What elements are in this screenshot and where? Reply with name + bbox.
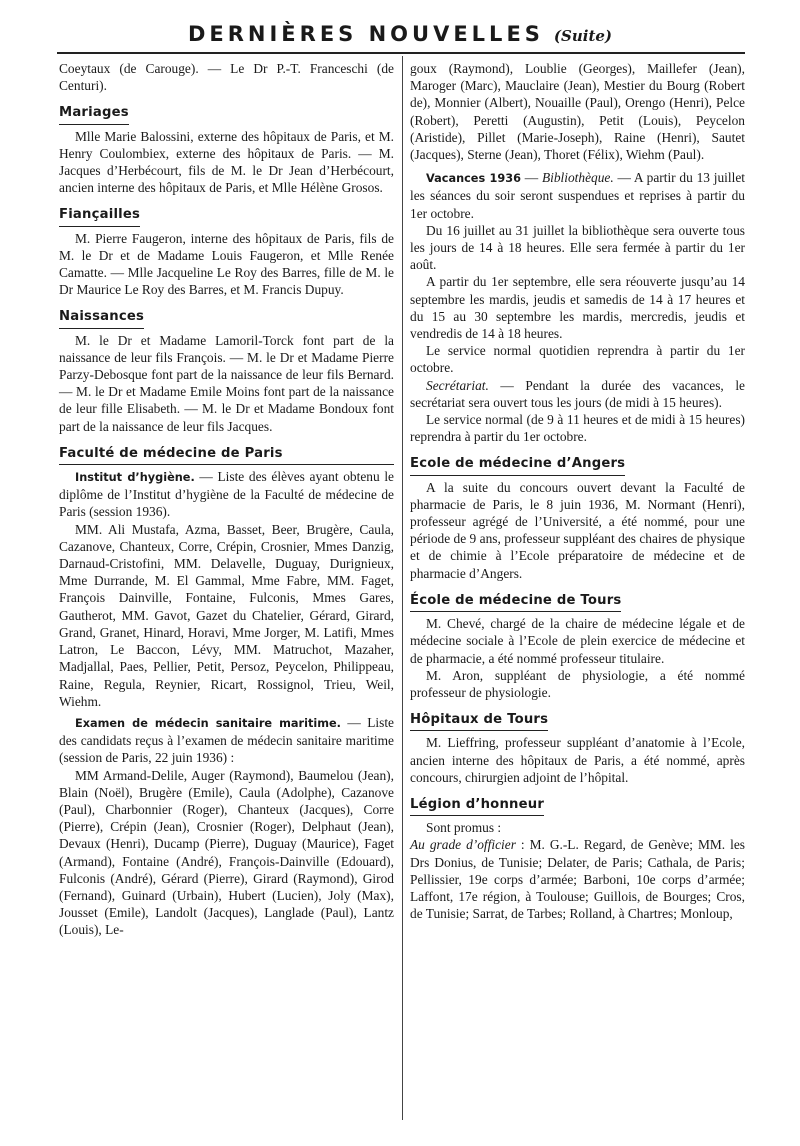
vacances-p3: A partir du 1er septembre, elle sera réouverte jusqu’au 14 septembre les mardis, jeudis et samedis de 14 à 17 heures et du 15 au 30 septembre les mardis, mercredis, jeudis et vendredis de 14 à 18 heures. (410, 274, 745, 342)
bibliotheque-label: Bibliothèque. (541, 170, 614, 186)
officier-label: Au grade d’officier (410, 837, 516, 853)
page-title: DERNIÈRES NOUVELLES (187, 22, 544, 46)
angers-text: A la suite du concours ouvert devant la Faculté de pharmacie de Paris, le 8 juin 1936, M. Normant (Henri), professeur agrégé de l’Université, a été nommé, pour une période de 9 ans, professeur suppléant des chaires de physique et de chimie à l’Ecole préparatoire de médecine et de pharmacie d’Angers. (410, 479, 745, 581)
naissances-text: M. le Dr et Madame Lamoril-Torck font part de la naissance de leur fils François. — M. le Dr et Madame Pierre Parzy-Debosque font part de la naissance de leur fils Bernard. — M. le Dr et Madame Emile Moins font part de la naissance de leur fille Elisabeth. — M. le Dr et Madame Bondoux font part de la naissance de leur fils Jacques. (59, 332, 394, 434)
faculte-hygiene (59, 468, 394, 521)
legion-p1: Sont promus : (426, 820, 502, 836)
mariages-heading: Mariages (59, 104, 129, 124)
faculte-heading: Faculté de médecine de Paris (59, 445, 394, 465)
left-column (59, 60, 394, 939)
vacances-p1: — A partir du 13 juillet les séances du soir seront suspendues et reprises à partir du 1er octobre. (410, 170, 745, 221)
intro-text: Coeytaux (de Carouge). — Le Dr P.-T. Franceschi (de Centuri). (59, 61, 394, 94)
secretariat-p2: Le service normal (de 9 à 11 heures et de midi à 15 heures) reprendra à partir du 1er octobre. (410, 412, 745, 445)
hygiene-text: — Liste des élèves ayant obtenu le diplôme de l’Institut d’hygiène de la Faculté de médecine de Paris (session 1936). (59, 469, 395, 520)
secretariat-p: — Pendant la durée des vacances, le secrétariat sera ouvert tous les jours (de midi à 15 heures). (410, 377, 745, 410)
hygiene-list: MM. Ali Mustafa, Azma, Basset, Beer, Brugère, Caula, Cazanove, Chanteux, Corre, Crépin, Crosnier, Mmes Danzig, Darnaud-Cristofini, MM. Delavelle, Duguay, Durignieux, Mme Durrande, M. El Gammal, Mme Fabre, MM. Faget, François Dainville, Fontaine, Fulconis, Mmes Gares, Gautherot, MM. Gavot, Gazet du Chatelier, Gérard, Girard, Grand, Granet, Hinard, Horavi, Mme Jorger, M. Latifi, Mmes Latron, Le Baccon, Lévy, MM. Matruchot, Mazaher, Madjallal, Paes, Pellier, Petit, Persoz, Peycelon, Philippeau, Raine, Regula, Reynier, Ricart, Rossignol, Trieu, Weil, Wiehm. (59, 521, 394, 709)
tours-p1: M. Chevé, chargé de la chaire de médecine légale et de médecine sociale à l’Ecole de plein exercice de médecine et de pharmacie, a été nommé professeur titulaire. (410, 616, 745, 666)
vacances-p4: Le service normal quotidien reprendra à partir du 1er octobre. (410, 343, 745, 376)
page-subtitle: (Suite) (553, 27, 613, 45)
maritime-list: MM Armand-Delile, Auger (Raymond), Baumelou (Jean), Blain (Noël), Brugère (Emile), Caula (Adolphe), Cazanove (Paul), Charbonnier (Roger), Chanteux (Jacques), Corre (Pierre), Crépin (Jean), Crosnier (Roger), Delphaut (Jean), Devaux (Henri), Ducamp (Pierre), Duguay (Maurice), Faget (Armand), Fontaine (André), François-Dainville (Edouard), Fulconis (André), Gérard (Pierre), Girard (Raymond), Girod (Fernand), Guinard (Urbain), Hubert (Lucien), Joly (Max), Jousset (Emile), Landolt (Jacques), Langlade (Paul), Lantz (Louis), Le- (59, 767, 394, 938)
vacances-p2: Du 16 juillet au 31 juillet la bibliothèque sera ouverte tous les jours de 14 à 18 heures. Elle sera fermée à partir du 1er août. (410, 222, 745, 273)
vacances-intro (410, 169, 745, 222)
fiancailles-text: M. Pierre Faugeron, interne des hôpitaux de Paris, fils de M. le Dr et de Madame Louis Faugeron, et Mlle Renée Camatte. — Mlle Jacqueline Le Roy des Barres, fille de M. le Dr Maurice Le Roy des Barres, et M. Francis Dupuy. (59, 230, 394, 298)
column-divider (402, 56, 403, 1120)
tours-p2: M. Aron, suppléant de physiologie, a été nommé professeur de physiologie. (410, 667, 745, 700)
legion-heading: Légion d’honneur (410, 796, 544, 816)
maritime-list-continued: goux (Raymond), Loublie (Georges), Maillefer (Jean), Maroger (Marc), Mauclaire (Jean), Mestier du Bourg (Robert de), Monnier (Albert), Nouaille (Paul), Orengo (Henri), Pelce (Robert), Peretti (Augustin), Petit (Louis), Peycelon (Aristide), Pillet (Marie-Joseph), Raine (Henri), Sautet (Jacques), Sterne (Jean), Thoret (Félix), Wiehm (Paul). (410, 61, 745, 163)
hygiene-subheading: Institut d’hygiène. (75, 471, 195, 485)
header-rule (57, 52, 745, 54)
secretariat-label: Secrétariat. (426, 377, 489, 393)
hopitaux-text: M. Lieffring, professeur suppléant d’anatomie à l’Ecole, ancien interne des hôpitaux de Paris, a été nommé, après concours, chirurgien adjoint de l’hôpital. (410, 735, 745, 785)
maritime-subheading: Examen de médecin sanitaire maritime. (75, 716, 341, 730)
mariages-text: Mlle Marie Balossini, externe des hôpitaux de Paris, et M. Henry Coulombiex, externe des hôpitaux de Paris. — M. Jacques d’Herbécourt, fils de M. le Dr Jean d’Herbécourt, ancien interne des hôpitaux de Paris, et Mlle Hélène Grosos. (59, 128, 394, 196)
hopitaux-heading: Hôpitaux de Tours (410, 711, 548, 731)
faculte-maritime (59, 714, 394, 767)
legion-p2 (410, 836, 745, 922)
fiancailles-heading: Fiançailles (59, 206, 140, 226)
masthead (0, 22, 800, 46)
angers-heading: Ecole de médecine d’Angers (410, 455, 625, 475)
maritime-text: — Liste des candidats reçus à l’examen de médecin sanitaire maritime (session de Paris, 22 juin 1936) : (59, 714, 394, 766)
right-column (410, 60, 745, 922)
vacances-dash: — (521, 170, 542, 186)
tours-heading: École de médecine de Tours (410, 592, 621, 612)
vacances-subheading: Vacances 1936 (426, 172, 521, 186)
secretariat-text (410, 377, 745, 411)
legion-p2-text: : M. G.-L. Regard, de Genève; MM. les Drs Donius, de Tunisie; Delater, de Paris; Cathala, de Paris; Pellissier, 19e corps d’armée; Barboni, 10e corps d’armée; Laffont, 17e région, à Toulouse; Guillois, de Bourges; Cros, de Tunisie; Sarrat, de Tarbes; Rolland, à Chartres; Monloup, (410, 837, 746, 922)
naissances-heading: Naissances (59, 308, 144, 328)
